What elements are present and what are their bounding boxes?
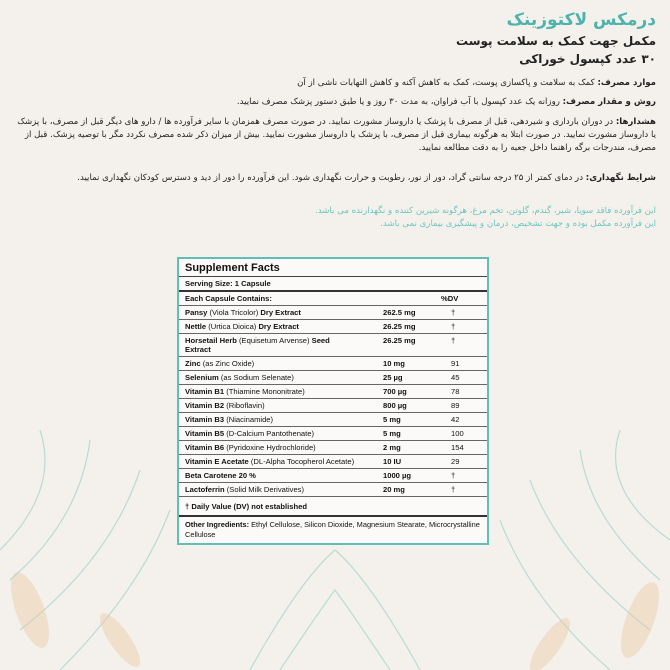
storage-paragraph (14, 172, 656, 185)
ingredient-amount: 10 mg (383, 359, 405, 368)
ingredient-name (185, 336, 355, 354)
ingredient-detail: (Pyridoxine Hydrochloride) (224, 443, 316, 452)
dose-paragraph (14, 96, 656, 109)
ingredient-name (185, 322, 365, 331)
usage-label: موارد مصرف: (597, 78, 656, 88)
ingredient-name (185, 308, 365, 317)
product-subtitle: مکمل جهت کمک به سلامت پوست (456, 34, 656, 48)
ingredient-amount: 700 µg (383, 387, 407, 396)
dv-note: † Daily Value (DV) not established (185, 502, 307, 511)
ingredient-suffix: Dry Extract (256, 322, 299, 331)
ingredient-main: Vitamin B2 (185, 401, 225, 410)
facts-row (179, 469, 487, 483)
facts-row (179, 399, 487, 413)
dose-label: روش و مقدار مصرف: (562, 97, 656, 107)
product-title: درمکس لاکتوزینک (506, 10, 656, 30)
warnings-paragraph (14, 116, 656, 156)
facts-row (179, 357, 487, 371)
facts-row (179, 385, 487, 399)
serving-size-row (179, 277, 487, 292)
ingredient-detail: (Riboflavin) (224, 401, 265, 410)
ingredient-detail: (as Zinc Oxide) (200, 359, 255, 368)
ingredient-name (185, 457, 365, 466)
ingredient-dv: 154 (451, 443, 464, 452)
ingredient-main: Vitamin B6 (185, 443, 225, 452)
ingredient-main: Selenium (185, 373, 219, 382)
dv-header: %DV (441, 294, 459, 303)
dose-text: روزانه یک عدد کپسول با آب فراوان، به مدت ۳۰ روز و یا طبق دستور پزشک مصرف نمایید. (236, 97, 560, 107)
note-supplement: این فرآورده مکمل بوده و جهت تشخیص، درمان و پیشگیری بیماری نمی باشد. (380, 219, 656, 230)
facts-row (179, 413, 487, 427)
ingredient-amount: 5 mg (383, 415, 401, 424)
ingredient-main: Nettle (185, 322, 207, 331)
ingredient-name (185, 429, 365, 438)
ingredient-detail: (Niacinamide) (224, 415, 274, 424)
storage-label: شرایط نگهداری: (585, 173, 656, 183)
facts-row (179, 455, 487, 469)
facts-row (179, 306, 487, 320)
ingredient-detail: (Urtica Dioica) (206, 322, 257, 331)
facts-row (179, 320, 487, 334)
ingredient-name (185, 443, 365, 452)
ingredient-amount: 1000 µg (383, 471, 412, 480)
note-allergen-free: این فرآورده فاقد سویا، شیر، گندم، گلوتن، تخم مرغ، هرگونه شیرین کننده و نگهدارنده می باشد. (314, 206, 656, 216)
contains-header-row (179, 292, 487, 306)
ingredient-dv: 100 (451, 429, 464, 438)
ingredient-amount: 26.25 mg (383, 336, 416, 345)
ingredient-main: Vitamin B5 (185, 429, 225, 438)
ingredient-name (185, 401, 365, 410)
other-ingredients-text: Ethyl Cellulose, Silicon Dioxide, Magnesium Stearate, Microcrystalline Cellulose (185, 520, 480, 539)
ingredient-name (185, 471, 365, 480)
ingredient-dv: 29 (451, 457, 460, 466)
other-ingredients-label: Other Ingredients: (185, 520, 250, 529)
ingredient-dv: † (451, 322, 456, 331)
ingredient-detail: (Thiamine Mononitrate) (224, 387, 305, 396)
ingredient-detail: (Viola Tricolor) (207, 308, 259, 317)
serving-size: Serving Size: 1 Capsule (185, 279, 271, 288)
facts-row (179, 483, 487, 497)
ingredient-dv: † (451, 308, 456, 317)
ingredient-main: Lactoferrin (185, 485, 225, 494)
ingredient-detail: (as Sodium Selenate) (218, 373, 294, 382)
storage-text: در دمای کمتر از ۲۵ درجه سانتی گراد، دور از نور، رطوبت و حرارت نگهداری شود. این فرآورده را دور از دید و دسترس کودکان نگهداری نمایید. (77, 173, 584, 183)
ingredient-main: Pansy (185, 308, 208, 317)
ingredient-dv: 42 (451, 415, 460, 424)
ingredient-amount: 800 µg (383, 401, 407, 410)
ingredient-detail: (Solid Milk Derivatives) (224, 485, 304, 494)
ingredient-dv: 89 (451, 401, 460, 410)
ingredient-main: Beta Carotene 20 % (185, 471, 256, 480)
capsule-count: ۳۰ عدد کپسول خوراکی (519, 52, 656, 66)
ingredient-amount: 25 µg (383, 373, 403, 382)
ingredient-name (185, 373, 365, 382)
ingredient-suffix: Dry Extract (258, 308, 301, 317)
warnings-label: هشدارها: (615, 117, 656, 127)
ingredient-dv: † (451, 336, 456, 345)
ingredient-dv: 45 (451, 373, 460, 382)
supplement-facts-table (177, 257, 489, 545)
contains-label: Each Capsule Contains: (185, 294, 272, 303)
facts-row (179, 334, 487, 357)
ingredient-amount: 262.5 mg (383, 308, 416, 317)
ingredient-suffix: Seed Extract (185, 336, 330, 354)
ingredient-amount: 26.25 mg (383, 322, 416, 331)
ingredient-name (185, 359, 365, 368)
facts-row (179, 371, 487, 385)
ingredient-name (185, 387, 365, 396)
ingredient-dv: 91 (451, 359, 460, 368)
ingredient-dv: 78 (451, 387, 460, 396)
ingredient-name (185, 485, 365, 494)
ingredient-main: Horsetail Herb (185, 336, 237, 345)
facts-row (179, 427, 487, 441)
ingredient-dv: † (451, 471, 456, 480)
usage-paragraph (14, 77, 656, 90)
ingredient-amount: 20 mg (383, 485, 405, 494)
ingredient-main: Vitamin B3 (185, 415, 225, 424)
ingredient-main: Vitamin B1 (185, 387, 225, 396)
ingredient-dv: † (451, 485, 456, 494)
facts-rows (179, 306, 487, 497)
ingredient-detail: (Equisetum Arvense) (236, 336, 310, 345)
dv-note-row (179, 497, 487, 517)
supplement-facts-title: Supplement Facts (179, 259, 487, 277)
ingredient-amount: 2 mg (383, 443, 401, 452)
facts-row (179, 441, 487, 455)
warnings-text: در دوران بارداری و شیردهی، قبل از مصرف با پزشک یا داروساز مشورت نمایید. در صورت مصرف همزمان با سایر فرآورده ها / دارو های دیگر قبل از مصرف، با پزشک یا داروساز مشورت نمایید. در صورت ابتلا به هرگونه بیماری قبل از مصرف، با پزشک یا داروساز مشورت نمایید. بیش از میزان ذکر شده مصرف نکردد مگر با توصیه پزشک. قبل از مصرف، مندرجات برگه راهنما داخل جعبه را به دقت مطالعه نمایید. (17, 117, 656, 154)
ingredient-amount: 10 IU (383, 457, 402, 466)
ingredient-main: Vitamin E Acetate (185, 457, 249, 466)
ingredient-detail: (DL-Alpha Tocopherol Acetate) (248, 457, 355, 466)
usage-text: کمک به سلامت و پاکسازی پوست، کمک به کاهش آکنه و کاهش التهابات ناشی از آن (297, 78, 595, 88)
ingredient-main: Zinc (185, 359, 201, 368)
ingredient-detail: (D-Calcium Pantothenate) (224, 429, 315, 438)
notes-paragraph (14, 205, 656, 231)
ingredient-amount: 5 mg (383, 429, 401, 438)
ingredient-name (185, 415, 365, 424)
other-ingredients (179, 517, 487, 543)
